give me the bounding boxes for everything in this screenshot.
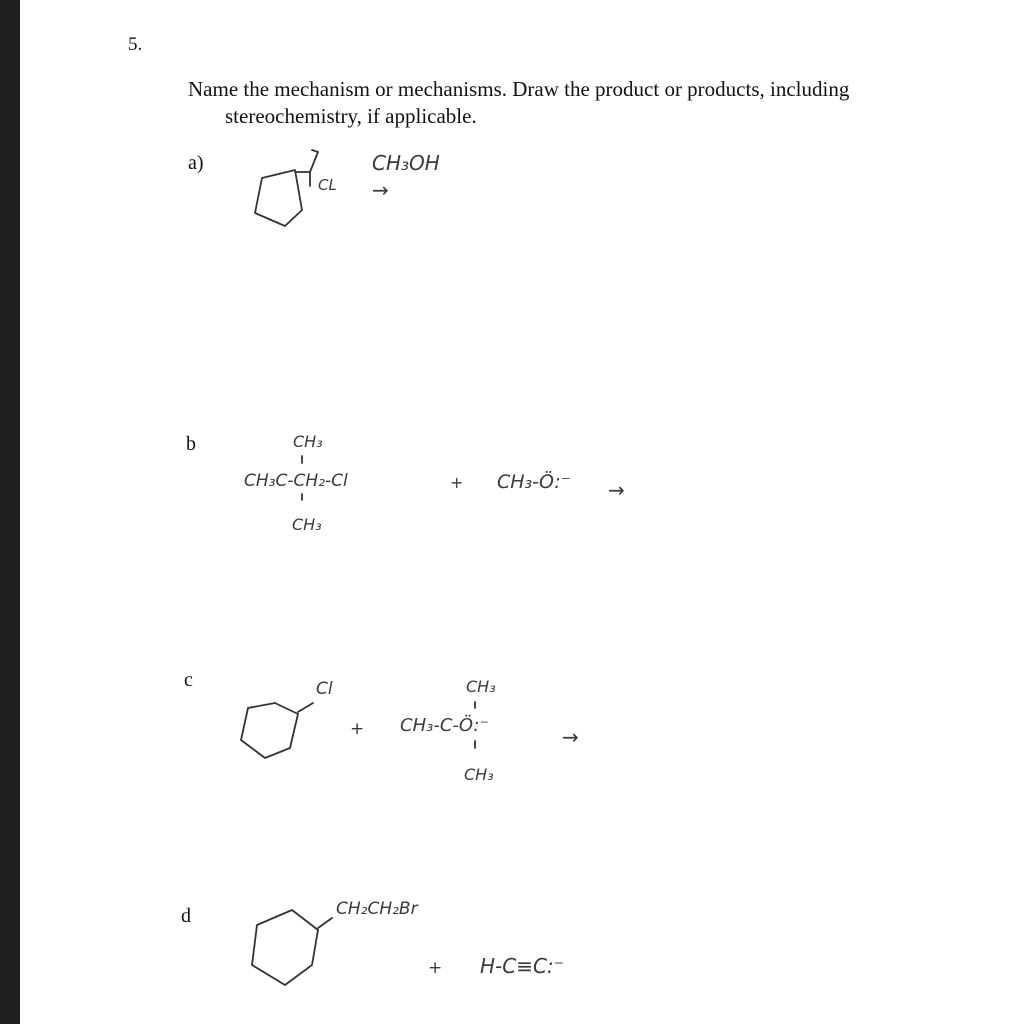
part-b-nucleophile: CH₃-Ö:⁻: [497, 471, 571, 493]
instructions-line-2: stereochemistry, if applicable.: [225, 104, 477, 128]
part-b-main-chain: CH₃C-CH₂-Cl: [244, 471, 348, 491]
part-d-plus: +: [428, 958, 443, 978]
instructions-line-1: Name the mechanism or mechanisms. Draw the product or products, including: [188, 77, 850, 101]
part-c-arrow: →: [562, 725, 579, 749]
part-c-plus: +: [350, 719, 365, 739]
part-d-substituent: CH₂CH₂Br: [336, 899, 418, 919]
part-b-plus: +: [450, 473, 464, 492]
part-a-substituent: CL: [318, 176, 337, 194]
part-c-structure: [241, 677, 579, 784]
part-b-top-methyl: CH₃: [293, 432, 323, 451]
part-a-cyclohexane-ring: [255, 170, 302, 226]
part-c-substituent: Cl: [316, 679, 333, 699]
part-a-arrow: →: [372, 178, 389, 202]
part-d-cyclohexane-ring: [252, 910, 318, 985]
part-d-structure: [252, 899, 564, 985]
part-a-reagent: CH₃OH: [372, 151, 440, 175]
part-b-arrow: →: [608, 478, 625, 502]
part-a-label: a): [188, 152, 204, 174]
part-b-structure: [244, 432, 625, 534]
part-c-label: c: [184, 669, 193, 691]
part-c-top-methyl: CH₃: [466, 677, 496, 696]
part-c-cyclohexane-ring: [241, 703, 298, 758]
part-d-substituent-bond: [318, 918, 332, 928]
part-d-label: d: [181, 905, 191, 927]
part-c-cl-bond: [298, 703, 313, 712]
part-a-methyl-bond: [310, 150, 318, 172]
part-b-bottom-methyl: CH₃: [292, 515, 322, 534]
question-number: 5.: [128, 34, 143, 55]
part-c-nucleophile: CH₃-C-Ö:⁻: [400, 715, 489, 736]
part-d-nucleophile: H-C≡C:⁻: [480, 954, 565, 978]
part-b-label: b: [186, 433, 196, 455]
part-c-bottom-methyl: CH₃: [464, 765, 494, 784]
part-a-structure: [255, 150, 440, 226]
